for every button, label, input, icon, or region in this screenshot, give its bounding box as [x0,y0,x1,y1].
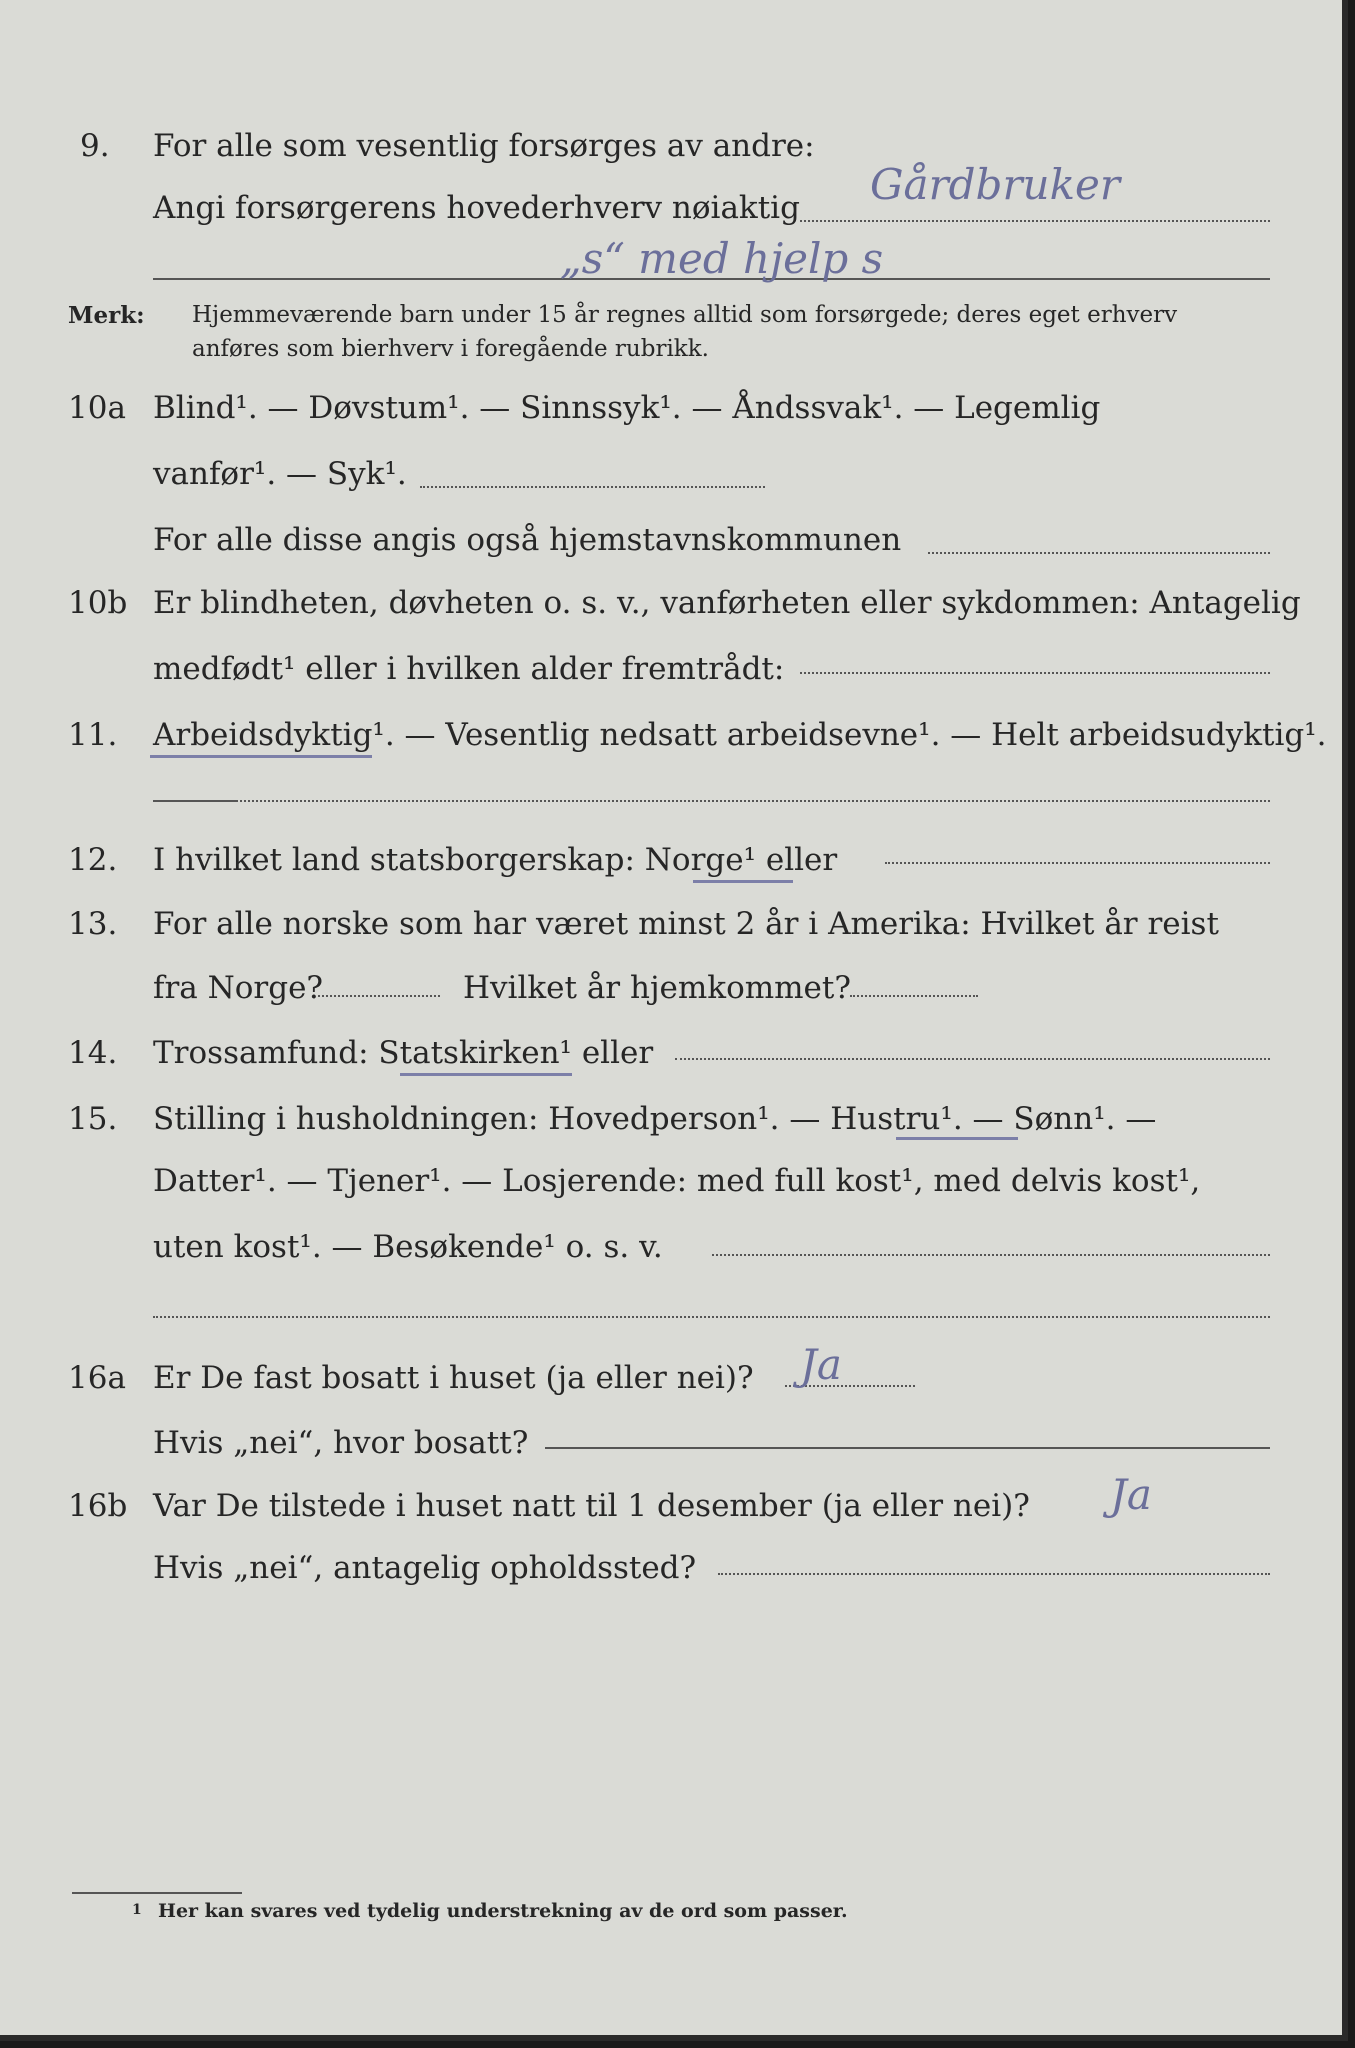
q11-answer-start [153,800,238,802]
footnote-rule [72,1892,242,1894]
q10b-line2: medfødt¹ eller i hvilken alder fremtrådt: [153,651,785,687]
q16b-line1: Var De tilstede i huset natt til 1 desember (ja eller nei)? [153,1488,1030,1524]
q12-answer-line [885,862,1270,864]
q10a-syk-line [420,486,765,488]
q9-handwritten-answer2: „s“ med hjelp s [560,234,884,283]
q10a-number: 10a [68,390,126,426]
q14-answer-line [675,1058,1270,1060]
q10a-kommune-line [928,552,1270,554]
q15-answer-line2 [153,1316,1270,1318]
q11-answer-line [240,800,1270,802]
q15-line2: Datter¹. — Tjener¹. — Losjerende: med full kost¹, med delvis kost¹, [153,1163,1201,1199]
q9-handwritten-answer1: Gårdbruker [870,160,1120,209]
q10a-line3: For alle disse angis også hjemstavnskommunen [153,522,902,558]
q16b-line2: Hvis „nei“, antagelig opholdssted? [153,1550,697,1586]
q16b-opholdssted-line [718,1573,1270,1575]
q10a-line2: vanfør¹. — Syk¹. [153,456,407,492]
q13-line1: For alle norske som har været minst 2 år i Amerika: Hvilket år reist [153,906,1219,942]
q13-hjemkommet-line [850,995,978,997]
q13-line2a: fra Norge? [153,970,324,1006]
q11-number: 11. [68,717,118,753]
q15-handwritten-underline [896,1137,1018,1140]
q10a-line1: Blind¹. — Døvstum¹. — Sinnssyk¹. — Åndssvak¹. — Legemlig [153,390,1101,426]
q12-number: 12. [68,842,118,878]
footnote-text: Her kan svares ved tydelig understrekning av de ord som passer. [158,1900,848,1922]
q9-line2: Angi forsørgerens hovederhverv nøiaktig [153,190,800,226]
q11-handwritten-underline [150,755,372,758]
q9-line1: For alle som vesentlig forsørges av andre: [153,128,815,164]
q15-line1: Stilling i husholdningen: Hovedperson¹. — Hustru¹. — Sønn¹. — [153,1101,1157,1137]
q10b-line1: Er blindheten, døvheten o. s. v., vanførheten eller sykdommen: Antagelig [153,585,1301,621]
q14-line1: Trossamfund: Statskirken¹ eller [153,1035,654,1071]
merk-label: Merk: [68,302,145,329]
q13-reist-line [318,995,440,997]
merk-line1: Hjemmeværende barn under 15 år regnes alltid som forsørgede; deres eget erhverv [192,302,1178,328]
footnote-mark: 1 [132,1902,142,1918]
q14-number: 14. [68,1035,118,1071]
q16a-bosatt-line [545,1447,1270,1449]
q13-line2b: Hvilket år hjemkommet? [463,970,851,1006]
q10b-answer-line [800,672,1270,674]
q13-number: 13. [68,906,118,942]
q9-number: 9. [80,128,110,164]
q16a-line1: Er De fast bosatt i huset (ja eller nei)? [153,1360,754,1396]
q16b-handwritten-answer: Ja [1110,1470,1152,1519]
q16a-line2: Hvis „nei“, hvor bosatt? [153,1425,529,1461]
q12-line1: I hvilket land statsborgerskap: Norge¹ eller [153,842,838,878]
q10b-number: 10b [68,585,128,621]
q16a-number: 16a [68,1360,126,1396]
merk-line2: anføres som bierhverv i foregående rubrikk. [192,336,709,362]
q14-handwritten-underline [400,1073,572,1076]
q12-handwritten-underline [693,880,793,883]
q11-line1: Arbeidsdyktig¹. — Vesentlig nedsatt arbeidsevne¹. — Helt arbeidsudyktig¹. [153,717,1327,753]
q16a-handwritten-answer: Ja [800,1340,842,1389]
q15-line3: uten kost¹. — Besøkende¹ o. s. v. [153,1229,663,1265]
q16b-number: 16b [68,1488,128,1524]
q15-answer-line [712,1254,1270,1256]
q9-answer-line [800,220,1270,222]
q15-number: 15. [68,1101,118,1137]
